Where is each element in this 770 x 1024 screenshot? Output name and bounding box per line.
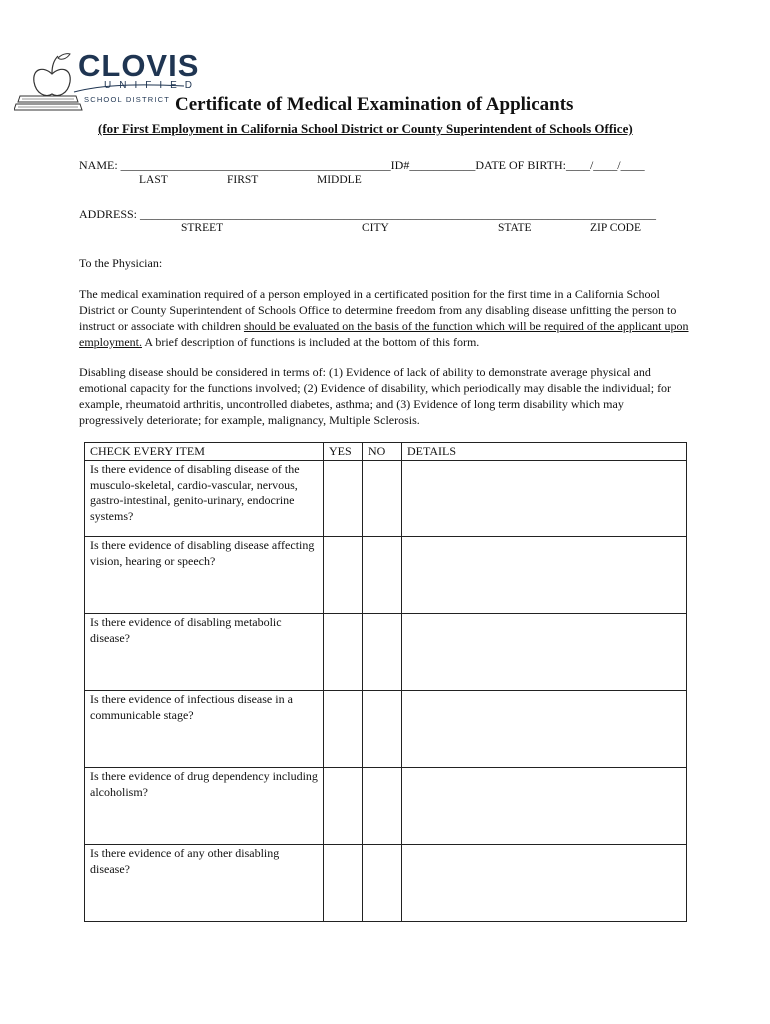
paragraph1-text-a: The medical examination required of a person employed in a certificated position for the first time in a California School District or County Superintendent of Schools Office to determine freedom from any disabling disease unfitting the person to instruct or associate with children xyxy=(79,287,677,333)
no-cell[interactable] xyxy=(363,461,402,537)
examination-table xyxy=(84,442,687,922)
yes-cell[interactable] xyxy=(324,461,363,537)
dob-field[interactable]: ____/____/____ xyxy=(565,158,645,172)
table-header-row xyxy=(85,443,687,461)
yes-cell[interactable] xyxy=(324,614,363,691)
header-yes: YES xyxy=(324,443,363,461)
details-cell[interactable] xyxy=(402,768,687,845)
table-row xyxy=(85,461,687,537)
state-caption: STATE xyxy=(498,222,532,234)
table-row xyxy=(85,845,687,922)
address-field[interactable]: ______________________________________________________________________________________ xyxy=(140,207,657,221)
paragraph1-text-b: A brief description of functions is included at the bottom of this form. xyxy=(142,335,480,349)
name-row xyxy=(79,158,645,173)
no-cell[interactable] xyxy=(363,768,402,845)
address-label: ADDRESS: xyxy=(79,207,138,221)
question-cell: Is there evidence of drug dependency including alcoholism? xyxy=(85,768,324,845)
no-cell[interactable] xyxy=(363,845,402,922)
table-row xyxy=(85,691,687,768)
first-name-caption: FIRST xyxy=(227,174,259,186)
page-title: Certificate of Medical Examination of Applicants xyxy=(175,94,574,115)
city-caption: CITY xyxy=(362,222,389,234)
header-no: NO xyxy=(363,443,402,461)
question-cell: Is there evidence of infectious disease in a communicable stage? xyxy=(85,691,324,768)
yes-cell[interactable] xyxy=(324,691,363,768)
details-cell[interactable] xyxy=(402,614,687,691)
instructions-paragraph xyxy=(79,286,689,350)
table-row xyxy=(85,768,687,845)
zip-caption: ZIP CODE xyxy=(590,222,642,234)
details-cell[interactable] xyxy=(402,691,687,768)
logo-name: CLOVIS xyxy=(78,48,200,83)
yes-cell[interactable] xyxy=(324,768,363,845)
last-name-caption: LAST xyxy=(139,174,168,186)
header-details: DETAILS xyxy=(402,443,687,461)
details-cell[interactable] xyxy=(402,845,687,922)
no-cell[interactable] xyxy=(363,537,402,614)
yes-cell[interactable] xyxy=(324,845,363,922)
id-label: ID# xyxy=(390,158,410,172)
page-subtitle: (for First Employment in California School District or County Superintendent of Schools Office) xyxy=(98,121,633,136)
disabling-disease-paragraph: Disabling disease should be considered in terms of: (1) Evidence of lack of ability to demonstrate average physical and emotional capacity for the functions involved; (2) Evidence of disability, which periodically may disable the individual; for example, rheumatoid arthritis, uncontrolled diabetes, asthma; and (3) Evidence of long term disability which may progressively deteriorate; for example, malignancy, Multiple Sclerosis. xyxy=(79,365,672,427)
question-cell: Is there evidence of disabling disease of the musculo-skeletal, cardio-vascular, nervous, gastro-intestinal, genito-urinary, endocrine systems? xyxy=(85,461,324,537)
yes-cell[interactable] xyxy=(324,537,363,614)
question-cell: Is there evidence of disabling disease affecting vision, hearing or speech? xyxy=(85,537,324,614)
middle-name-caption: MIDDLE xyxy=(317,174,362,186)
address-row xyxy=(79,207,656,222)
header-check-every-item: CHECK EVERY ITEM xyxy=(85,443,324,461)
logo-district: SCHOOL DISTRICT xyxy=(84,95,171,104)
id-field[interactable]: ___________ xyxy=(409,158,476,172)
table-row xyxy=(85,614,687,691)
details-cell[interactable] xyxy=(402,537,687,614)
question-cell: Is there evidence of any other disabling disease? xyxy=(85,845,324,922)
details-cell[interactable] xyxy=(402,461,687,537)
question-cell: Is there evidence of disabling metabolic disease? xyxy=(85,614,324,691)
paragraph1-underlined: should be evaluated on the basis of the function which will be required of the applicant upon employment. xyxy=(79,319,689,349)
street-caption: STREET xyxy=(181,222,224,234)
salutation: To the Physician: xyxy=(79,256,163,270)
no-cell[interactable] xyxy=(363,614,402,691)
no-cell[interactable] xyxy=(363,691,402,768)
logo-unified: UNIFIED xyxy=(104,80,200,91)
dob-label: DATE OF BIRTH: xyxy=(475,158,566,172)
name-field[interactable]: _____________________________________________ xyxy=(120,158,391,172)
name-label: NAME: xyxy=(79,158,118,172)
table-row xyxy=(85,537,687,614)
